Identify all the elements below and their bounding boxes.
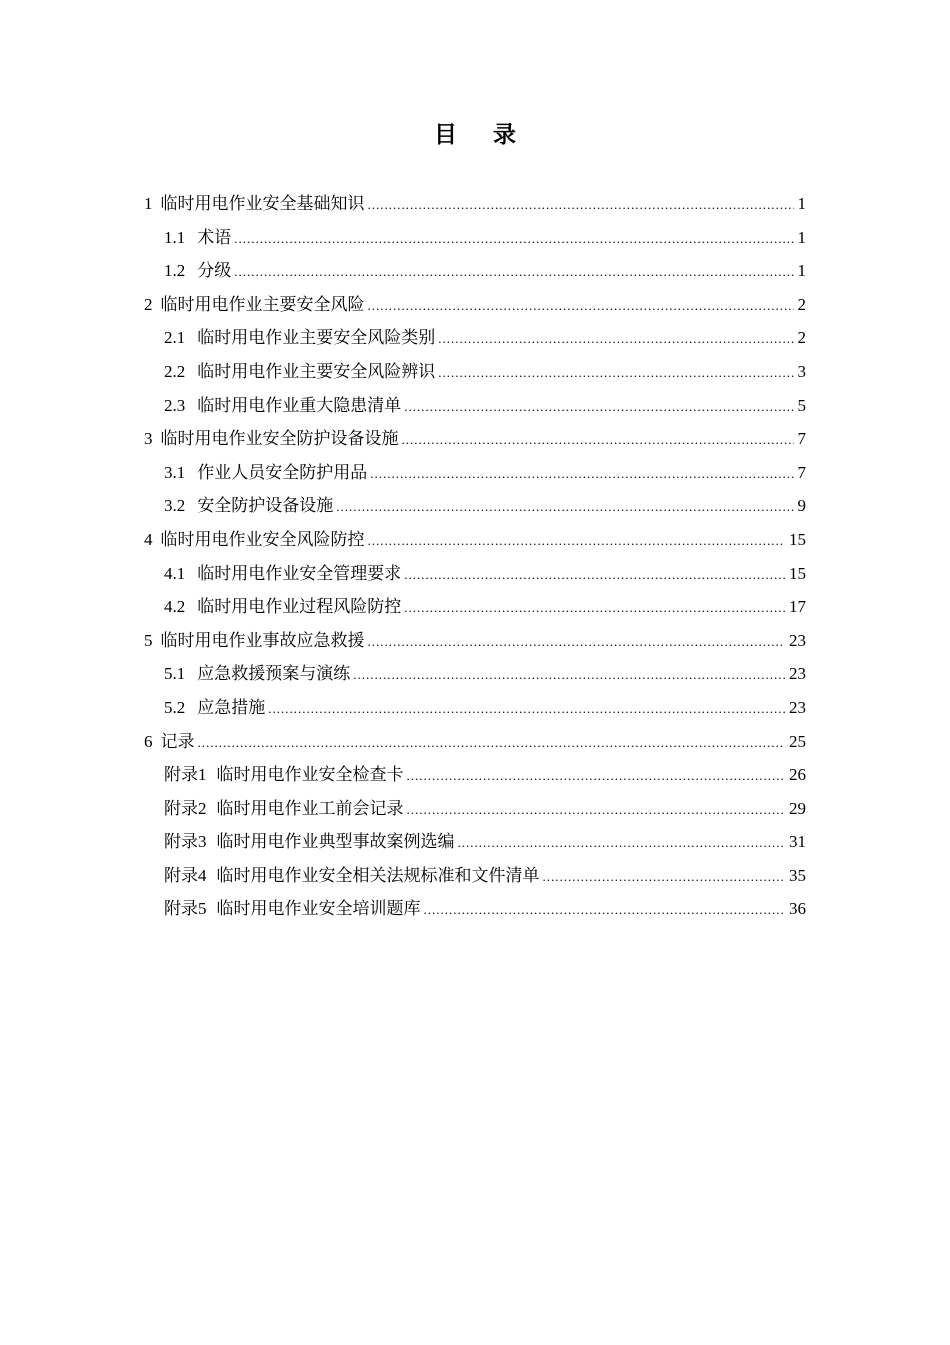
toc-entry[interactable] (0, 254, 950, 288)
toc-entry-number: 3.2 (164, 496, 186, 516)
table-of-contents (0, 187, 950, 926)
toc-entry[interactable] (0, 758, 950, 792)
toc-entry-label: 记录 (160, 731, 195, 752)
toc-entry-page-number: 1 (797, 261, 806, 281)
toc-entry-page-number: 2 (797, 328, 806, 348)
toc-entry-label: 临时用电作业安全基础知识 (160, 194, 365, 214)
toc-entry-page-number: 29 (789, 798, 806, 818)
toc-entry-label: 临时用电作业过程风险防控 (197, 597, 402, 618)
toc-entry-number: 5 (198, 899, 207, 919)
toc-entry-page-number: 5 (797, 395, 806, 415)
toc-entry[interactable] (0, 557, 950, 591)
toc-entry-page-number: 2 (797, 294, 806, 314)
toc-entry[interactable] (0, 288, 950, 322)
toc-dot-leader (268, 692, 785, 726)
toc-entry-label: 临时用电作业安全防护设备设施 (160, 429, 399, 450)
toc-entry-number: 1 (198, 765, 207, 785)
toc-entry[interactable] (0, 489, 950, 523)
toc-entry[interactable] (0, 792, 950, 826)
toc-entry-page-number: 23 (789, 630, 806, 650)
toc-entry-page-number: 1 (797, 227, 806, 247)
toc-dot-leader (368, 188, 794, 222)
toc-entry[interactable] (0, 825, 950, 859)
toc-entry-page-number: 36 (789, 899, 806, 919)
toc-entry[interactable] (0, 523, 950, 557)
toc-entry-number: 1 (144, 194, 153, 213)
toc-entry-appendix-prefix: 附录 (164, 765, 198, 786)
toc-entry-appendix-prefix: 附录 (164, 798, 198, 819)
toc-entry[interactable] (0, 691, 950, 725)
toc-entry-page-number: 23 (789, 664, 806, 684)
toc-entry-page-number: 7 (797, 462, 806, 482)
toc-entry-label: 安全防护设备设施 (197, 496, 334, 517)
toc-entry[interactable] (0, 624, 950, 658)
toc-entry[interactable] (0, 422, 950, 456)
toc-entry-label: 临时用电作业工前会记录 (216, 798, 404, 819)
toc-dot-leader (404, 591, 785, 625)
toc-entry-page-number: 26 (789, 765, 806, 785)
toc-entry-page-number: 15 (789, 563, 806, 583)
toc-dot-leader (336, 490, 793, 524)
toc-dot-leader (407, 759, 786, 793)
toc-dot-leader (402, 423, 794, 457)
toc-entry[interactable] (0, 456, 950, 490)
page-title: 目 录 (433, 122, 530, 148)
toc-entry-label: 临时用电作业主要安全风险辨识 (197, 361, 436, 382)
toc-entry-number: 3 (198, 832, 207, 852)
toc-dot-leader (404, 390, 793, 424)
toc-entry-label: 临时用电作业安全培训题库 (216, 899, 421, 920)
toc-dot-leader (424, 893, 786, 927)
toc-entry-number: 4 (198, 865, 207, 885)
toc-entry-number: 2 (198, 798, 207, 818)
toc-entry-appendix-prefix: 附录 (164, 865, 198, 886)
toc-dot-leader (368, 524, 786, 558)
toc-entry-label: 临时用电作业事故应急救援 (160, 630, 365, 651)
toc-entry[interactable] (0, 859, 950, 893)
toc-dot-leader (407, 793, 786, 827)
toc-entry-page-number: 7 (797, 429, 806, 449)
toc-entry-number: 2.3 (164, 395, 186, 415)
toc-entry-page-number: 15 (789, 529, 806, 549)
toc-dot-leader (458, 826, 786, 860)
toc-entry-page-number: 25 (789, 731, 806, 751)
toc-entry-number: 3.1 (164, 462, 186, 482)
toc-entry-number: 5.2 (164, 697, 186, 717)
toc-entry-label: 作业人员安全防护用品 (197, 462, 368, 483)
toc-entry-page-number: 9 (797, 496, 806, 516)
toc-entry-number: 1.2 (164, 261, 186, 281)
toc-dot-leader (370, 457, 793, 491)
toc-entry-label: 临时用电作业安全风险防控 (160, 529, 365, 550)
toc-entry-page-number: 23 (789, 697, 806, 717)
toc-entry[interactable] (0, 892, 950, 926)
toc-entry-number: 4.1 (164, 563, 186, 583)
toc-entry[interactable] (0, 590, 950, 624)
toc-entry-page-number: 3 (797, 361, 806, 381)
toc-entry-label: 临时用电作业安全管理要求 (197, 563, 402, 584)
toc-entry-appendix-prefix: 附录 (164, 832, 198, 853)
toc-entry[interactable] (0, 187, 950, 221)
toc-entry-appendix-prefix: 附录 (164, 899, 198, 920)
toc-entry-label: 临时用电作业安全检查卡 (216, 765, 404, 786)
toc-entry-label: 临时用电作业安全相关法规标准和文件清单 (216, 865, 540, 886)
toc-dot-leader (234, 255, 793, 289)
toc-entry-page-number: 1 (797, 194, 806, 213)
toc-dot-leader (353, 658, 785, 692)
toc-entry-page-number: 17 (789, 597, 806, 617)
toc-entry-label: 临时用电作业主要安全风险 (160, 294, 365, 315)
toc-entry-number: 6 (144, 731, 153, 751)
toc-entry-page-number: 35 (789, 865, 806, 885)
toc-entry-number: 5.1 (164, 664, 186, 684)
toc-entry-number: 2.2 (164, 361, 186, 381)
toc-entry[interactable] (0, 725, 950, 759)
toc-entry-label: 分级 (197, 261, 232, 282)
toc-entry[interactable] (0, 221, 950, 255)
toc-dot-leader (438, 322, 793, 356)
toc-dot-leader (438, 356, 793, 390)
toc-entry-label: 应急救援预案与演练 (197, 664, 351, 685)
toc-entry[interactable] (0, 657, 950, 691)
toc-entry-number: 2 (144, 294, 153, 314)
toc-entry-label: 术语 (197, 227, 232, 248)
toc-dot-leader (368, 289, 794, 323)
toc-entry[interactable] (0, 389, 950, 423)
toc-entry-label: 临时用电作业典型事故案例选编 (216, 832, 455, 853)
toc-entry-number: 4.2 (164, 597, 186, 617)
toc-entry-label: 应急措施 (197, 697, 266, 718)
toc-dot-leader (234, 222, 793, 256)
toc-entry[interactable] (0, 355, 950, 389)
toc-entry-label: 临时用电作业重大隐患清单 (197, 395, 402, 416)
toc-entry[interactable] (0, 321, 950, 355)
toc-entry-number: 1.1 (164, 227, 186, 247)
toc-dot-leader (198, 726, 786, 760)
toc-entry-number: 4 (144, 529, 153, 549)
toc-entry-page-number: 31 (789, 832, 806, 852)
toc-entry-label: 临时用电作业主要安全风险类别 (197, 328, 436, 349)
toc-entry-number: 2.1 (164, 328, 186, 348)
toc-entry-number: 3 (144, 429, 153, 449)
toc-dot-leader (368, 625, 786, 659)
toc-entry-number: 5 (144, 630, 153, 650)
toc-dot-leader (543, 860, 786, 894)
toc-dot-leader (404, 558, 785, 592)
